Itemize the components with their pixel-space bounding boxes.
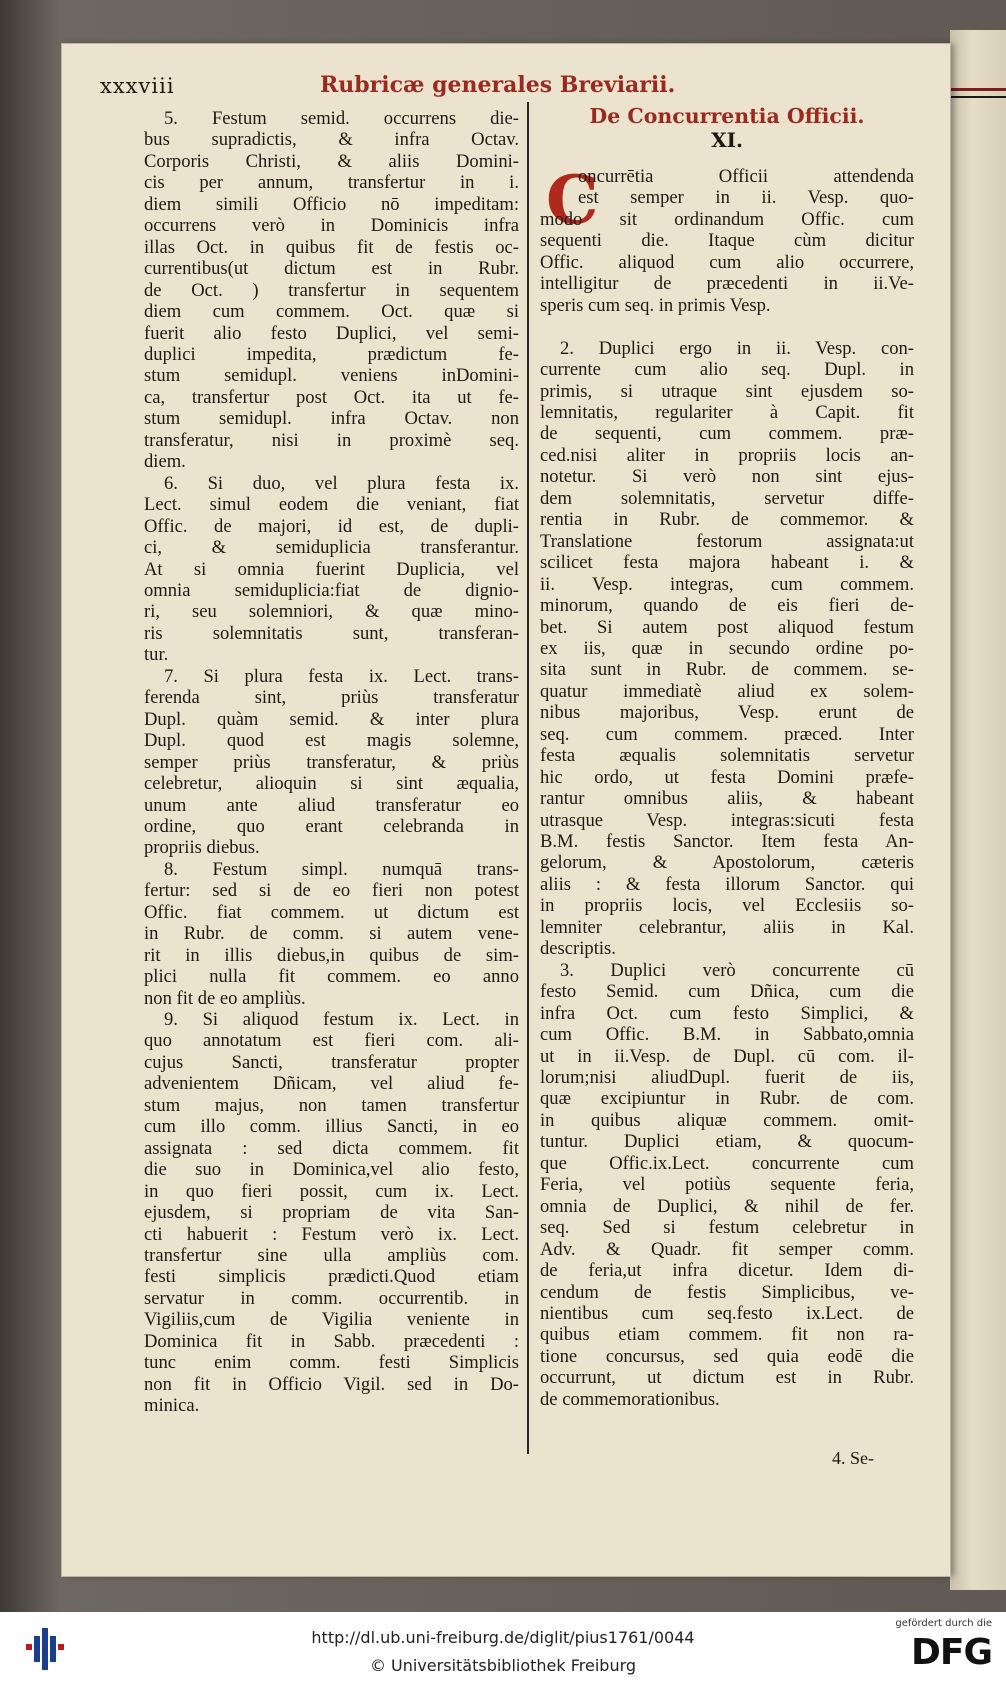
text-line: bus supradictis, & infra Octav. bbox=[144, 129, 519, 151]
text-line: ca, transfertur post Oct. ita ut fe- bbox=[144, 386, 519, 408]
source-url[interactable]: http://dl.ub.uni-freiburg.de/diglit/pius1761/0044 bbox=[311, 1628, 695, 1647]
text-line: assignata : sed dicta commem. fit bbox=[144, 1137, 519, 1159]
text-line: modo sit ordinandum Offic. cum bbox=[540, 208, 914, 230]
text-line: infra Oct. cum festo Simplici, & bbox=[540, 1002, 914, 1024]
column-rule bbox=[527, 102, 529, 1454]
text-line: cujus Sancti, transferatur propter bbox=[144, 1051, 519, 1073]
text-line: in quibus aliquæ commem. omit- bbox=[540, 1109, 914, 1131]
text-line: die suo in Dominica,vel alio festo, bbox=[144, 1159, 519, 1181]
section-title: De Concurrentia Officii. bbox=[589, 104, 865, 128]
text-line: quatur immediatè aliud ex solem- bbox=[540, 680, 914, 702]
right-column bbox=[540, 161, 914, 1410]
text-line: ci, & semiduplicia transferantur. bbox=[144, 537, 519, 559]
text-line: advenientem Dñicam, vel aliud fe- bbox=[144, 1073, 519, 1095]
text-line: nibus majoribus, Vesp. erunt de bbox=[540, 702, 914, 724]
drop-cap: C bbox=[546, 161, 599, 239]
text-line: cum illo comm. illius Sancti, in eo bbox=[144, 1116, 519, 1138]
text-line: Adv. & Quadr. fit semper comm. bbox=[540, 1238, 914, 1260]
text-line: scilicet festa majora habeant i. & bbox=[540, 552, 914, 574]
text-line: Vigiliis,cum de Vigilia veniente in bbox=[144, 1309, 519, 1331]
text-line: cum Offic. B.M. in Sabbato,omnia bbox=[540, 1024, 914, 1046]
text-line: ii. Vesp. integras, cum commem. bbox=[540, 573, 914, 595]
text-line: rentia in Rubr. de commemor. & bbox=[540, 509, 914, 531]
text-line: 2. Duplici ergo in ii. Vesp. con- bbox=[560, 337, 914, 359]
footer-bar bbox=[0, 1612, 1006, 1686]
text-line: duplici impedita, prædictum fe- bbox=[144, 343, 519, 365]
text-line: utrasque Vesp. integras:sicuti festa bbox=[540, 809, 914, 831]
text-line: minica. bbox=[144, 1395, 200, 1417]
text-line: minorum, quando de eis fieri de- bbox=[540, 595, 914, 617]
text-line: cendum de festis Simplicibus, ve- bbox=[540, 1281, 914, 1303]
text-line: de feria,ut infra dicetur. Idem di- bbox=[540, 1260, 914, 1282]
page-number: xxxviii bbox=[100, 74, 175, 98]
text-line: ex iis, quæ in secundo ordine po- bbox=[540, 637, 914, 659]
text-line: Lect. simul eodem die veniant, fiat bbox=[144, 494, 519, 516]
text-line: 9. Si aliquod festum ix. Lect. in bbox=[164, 1009, 519, 1031]
text-line: currente cum alio seq. Dupl. in bbox=[540, 359, 914, 381]
text-line: sequenti die. Itaque cùm dicitur bbox=[540, 230, 914, 252]
text-line: seq. cum commem. præced. Inter bbox=[540, 723, 914, 745]
dfg-logo: DFG bbox=[910, 1632, 992, 1673]
text-line: rit in illis diebus,in quibus de sim- bbox=[144, 944, 519, 966]
text-line: cis per annum, transfertur in i. bbox=[144, 172, 519, 194]
text-line: fertur: sed si de eo fieri non potest bbox=[144, 880, 519, 902]
text-line: de commemorationibus. bbox=[540, 1388, 720, 1410]
catchword: 4. Se- bbox=[832, 1448, 874, 1468]
text-line: diem cum commem. Oct. quæ si bbox=[144, 301, 519, 323]
text-line: nientibus cum seq.festo ix.Lect. de bbox=[540, 1303, 914, 1324]
text-line: stum majus, non tamen transfertur bbox=[144, 1094, 519, 1116]
text-line: sita sunt in Rubr. de commem. se- bbox=[540, 659, 914, 681]
text-line: lemniter celebrantur, aliis in Kal. bbox=[540, 916, 914, 938]
text-line: ordine, quo erant celebranda in bbox=[144, 815, 519, 837]
text-line: oncurrētia Officii attendenda bbox=[578, 166, 914, 187]
text-line: seq. Sed si festum celebretur in bbox=[540, 1217, 914, 1239]
text-line: stum semidupl. veniens inDomini- bbox=[144, 365, 519, 387]
text-line: omnia de Duplici, & nihil de fer. bbox=[540, 1195, 914, 1217]
text-line: diem. bbox=[144, 451, 186, 473]
text-line: dem solemnitatis, servetur diffe- bbox=[540, 487, 914, 509]
text-line: notetur. Si verò non sint ejus- bbox=[540, 466, 914, 488]
text-line: unum ante aliud transferatur eo bbox=[144, 794, 519, 816]
text-line: in quo fieri possit, cum ix. Lect. bbox=[144, 1180, 519, 1202]
left-column bbox=[144, 108, 519, 1417]
text-line: festi simplicis prædicti.Quod etiam bbox=[144, 1266, 519, 1288]
text-line: celebretur, alioquin si sint æqualia, bbox=[144, 773, 519, 795]
text-line: hic ordo, ut festa Domini præfe- bbox=[540, 766, 914, 788]
next-page-edge bbox=[950, 30, 1006, 1590]
text-line: Dupl. quod est magis solemne, bbox=[144, 730, 519, 752]
text-line: ferenda sint, priùs transferatur bbox=[144, 687, 519, 709]
text-line: fuerit alio festo Duplici, vel semi- bbox=[144, 322, 519, 344]
text-line: festo Semid. cum Dñica, cum die bbox=[540, 981, 914, 1003]
text-line: currentibus(ut dictum est in Rubr. bbox=[144, 258, 519, 280]
text-line: de Oct. ) transfertur in sequentem bbox=[144, 279, 519, 301]
text-line: 6. Si duo, vel plura festa ix. bbox=[164, 472, 519, 494]
text-line: ced.nisi aliter in propriis locis an- bbox=[540, 444, 914, 466]
text-line: stum semidupl. infra Octav. non bbox=[144, 408, 519, 430]
text-line: 7. Si plura festa ix. Lect. trans- bbox=[164, 665, 519, 687]
text-line: Feria, vel potiùs sequente feria, bbox=[540, 1174, 914, 1196]
text-line: ris solemnitatis sunt, transferan- bbox=[144, 622, 519, 644]
funding-label: gefördert durch die bbox=[895, 1618, 992, 1629]
text-line: Offic. fiat commem. ut dictum est bbox=[144, 901, 519, 923]
text-line: descriptis. bbox=[540, 938, 616, 960]
text-line: de sequenti, cum commem. præ- bbox=[540, 423, 914, 445]
text-line: ri, seu solemniori, & quæ mino- bbox=[144, 601, 519, 623]
text-line: tunc enim comm. festi Simplicis bbox=[144, 1352, 519, 1374]
text-line: primis, si utraque sint ejusdem so- bbox=[540, 380, 914, 402]
text-line: Dominica fit in Sabb. præcedenti : bbox=[144, 1330, 519, 1352]
text-line: quæ excipiuntur in Rubr. de com. bbox=[540, 1088, 914, 1110]
text-line: 5. Festum semid. occurrens die- bbox=[164, 108, 519, 129]
text-line: ejusdem, si propriam de vita San- bbox=[144, 1202, 519, 1224]
text-line: plici nulla fit commem. eo anno bbox=[144, 966, 519, 988]
text-line: gelorum, & Apostolorum, cæteris bbox=[540, 852, 914, 874]
text-line: Offic. de majori, id est, de dupli- bbox=[144, 515, 519, 537]
copyright-notice: © Universitätsbibliothek Freiburg bbox=[369, 1656, 637, 1675]
text-line: est semper in ii. Vesp. quo- bbox=[578, 187, 914, 209]
text-line: semper priùs transferatur, & priùs bbox=[144, 751, 519, 773]
text-line: B.M. festis Sanctor. Item festa An- bbox=[540, 831, 914, 853]
text-line: transferatur, nisi in proximè seq. bbox=[144, 429, 519, 451]
text-line: tur. bbox=[144, 644, 169, 666]
text-line: diem simili Officio nō impeditam: bbox=[144, 193, 519, 215]
text-line: tione concursus, sed quia eodē die bbox=[540, 1345, 914, 1367]
text-line: Offic. aliquod cum alio occurrere, bbox=[540, 251, 914, 273]
text-line: non fit in Officio Vigil. sed in Do- bbox=[144, 1373, 519, 1395]
text-line: aliis : & festa illorum Sanctor. qui bbox=[540, 873, 914, 895]
text-line: in Rubr. de comm. si autem vene- bbox=[144, 923, 519, 945]
text-line: lorum;nisi aliudDupl. fuerit de iis, bbox=[540, 1067, 914, 1089]
text-line bbox=[540, 316, 914, 337]
text-line: ut in ii.Vesp. de Dupl. cū com. il- bbox=[540, 1045, 914, 1067]
text-line: intelligitur de præcedenti in ii.Ve- bbox=[540, 273, 914, 295]
page-header bbox=[100, 70, 700, 102]
text-line: bet. Si autem post aliquod festum bbox=[540, 616, 914, 638]
text-line: occurrens verò in Dominicis infra bbox=[144, 215, 519, 237]
text-line: non fit de eo ampliùs. bbox=[144, 987, 306, 1009]
running-title: Rubricæ generales Breviarii. bbox=[320, 72, 676, 98]
text-line: que Offic.ix.Lect. concurrente cum bbox=[540, 1152, 914, 1174]
text-line: propriis diebus. bbox=[144, 837, 260, 859]
text-line: cti habuerit : Festum verò ix. Lect. bbox=[144, 1223, 519, 1245]
text-line: Corporis Christi, & aliis Domini- bbox=[144, 150, 519, 172]
text-line: occurrunt, ut dictum est in Rubr. bbox=[540, 1367, 914, 1389]
text-line: transfertur sine ulla ampliùs com. bbox=[144, 1245, 519, 1267]
text-line: 3. Duplici verò concurrente cū bbox=[560, 959, 914, 981]
text-line: tuntur. Duplici etiam, & quocum- bbox=[540, 1131, 914, 1153]
text-line: 8. Festum simpl. numquā trans- bbox=[164, 858, 519, 880]
text-line: quibus etiam commem. fit non ra- bbox=[540, 1324, 914, 1346]
text-line: quo annotatum est fieri com. ali- bbox=[144, 1030, 519, 1052]
edge-black-rule bbox=[950, 96, 1006, 98]
text-line: speris cum seq. in primis Vesp. bbox=[540, 294, 771, 316]
text-line: At si omnia fuerint Duplicia, vel bbox=[144, 558, 519, 580]
text-line: in propriis locis, vel Ecclesiis so- bbox=[540, 895, 914, 917]
text-line: illas Oct. in quibus fit de festis oc- bbox=[144, 236, 519, 258]
text-line: lemnitatis, regulariter à Capit. fit bbox=[540, 401, 914, 423]
section-number: XI. bbox=[711, 128, 743, 152]
text-line: festa æqualis solemnitatis servetur bbox=[540, 745, 914, 767]
text-line: Translatione festorum assignata:ut bbox=[540, 530, 914, 552]
text-line: omnia semiduplicia:fiat de dignio- bbox=[144, 579, 519, 601]
edge-red-rule bbox=[950, 88, 1006, 91]
text-line: servatur in comm. occurrentib. in bbox=[144, 1287, 519, 1309]
text-line: rantur omnibus aliis, & habeant bbox=[540, 788, 914, 810]
text-line: Dupl. quàm semid. & inter plura bbox=[144, 708, 519, 730]
